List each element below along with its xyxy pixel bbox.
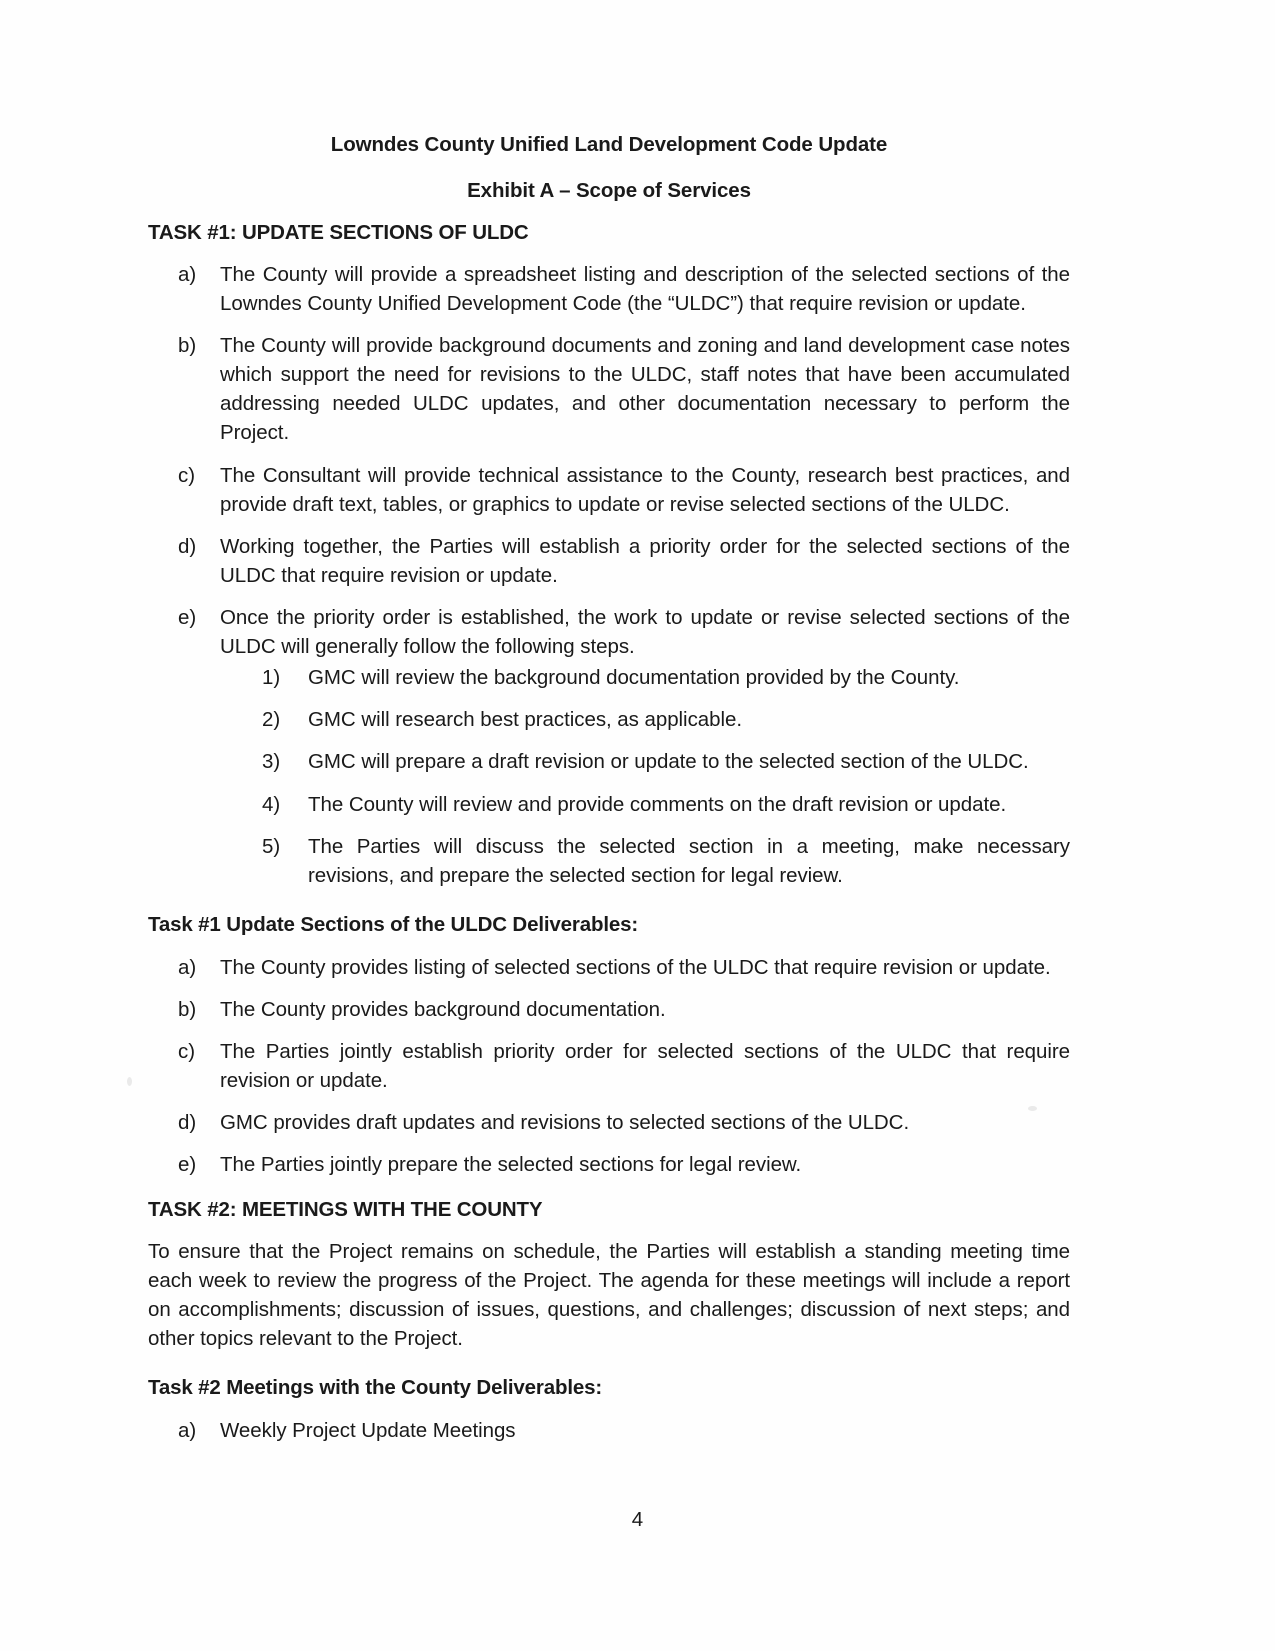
task1-list bbox=[148, 260, 1070, 890]
list-marker: e) bbox=[178, 1153, 197, 1177]
scan-speck bbox=[127, 1077, 132, 1086]
list-item bbox=[148, 953, 1070, 982]
list-marker: 2) bbox=[262, 708, 281, 732]
list-marker: d) bbox=[178, 1110, 197, 1134]
list-item bbox=[220, 747, 1070, 776]
list-marker: 3) bbox=[262, 750, 281, 774]
list-marker: a) bbox=[178, 1418, 197, 1442]
task1-deliverables-list bbox=[148, 953, 1070, 1180]
task2-heading: TASK #2: MEETINGS WITH THE COUNTY bbox=[148, 1198, 543, 1222]
list-marker: c) bbox=[178, 463, 195, 487]
list-marker: a) bbox=[178, 262, 197, 286]
list-item-text: The County provides listing of selected sections of the ULDC that require revision or update. bbox=[220, 955, 1051, 979]
list-marker: c) bbox=[178, 1039, 195, 1063]
list-item bbox=[148, 532, 1070, 590]
task1-steps-list bbox=[220, 663, 1070, 890]
task2-deliverables-heading: Task #2 Meetings with the County Deliverables: bbox=[148, 1376, 603, 1400]
list-marker: 5) bbox=[262, 834, 281, 858]
list-item-text: The County will review and provide comments on the draft revision or update. bbox=[308, 792, 1007, 816]
list-item-text: The Consultant will provide technical assistance to the County, research best practices, and provide draft text, tables, or graphics to update or revise selected sections of the ULDC. bbox=[220, 463, 1070, 516]
list-item bbox=[148, 1037, 1070, 1095]
page-number: 4 bbox=[631, 1508, 644, 1531]
list-item-text: GMC will prepare a draft revision or update to the selected section of the ULDC. bbox=[308, 750, 1029, 774]
list-marker: 4) bbox=[262, 792, 281, 816]
list-marker: 1) bbox=[262, 666, 281, 690]
list-item bbox=[148, 260, 1070, 318]
list-item-text: GMC will research best practices, as applicable. bbox=[308, 708, 742, 732]
list-item-text: The County will provide a spreadsheet listing and description of the selected sections of the Lowndes County Unified Development Code (the “ULDC”) that require revision or update. bbox=[220, 262, 1070, 315]
list-item bbox=[220, 832, 1070, 890]
list-item-text: GMC provides draft updates and revisions to selected sections of the ULDC. bbox=[220, 1110, 910, 1134]
document-title: Lowndes County Unified Land Development Code Update bbox=[330, 133, 888, 156]
task1-heading: TASK #1: UPDATE SECTIONS OF ULDC bbox=[148, 221, 529, 245]
list-item-text: The County will provide background documents and zoning and land development case notes which support the need for revisions to the ULDC, staff notes that have been accumulated addressing needed ULDC updates, and other documentation necessary to perform the Project. bbox=[220, 334, 1070, 445]
list-item bbox=[220, 663, 1070, 692]
list-item-text: GMC will review the background documentation provided by the County. bbox=[308, 666, 960, 690]
list-item-text: The County provides background documentation. bbox=[220, 997, 666, 1021]
list-item-text: The Parties jointly establish priority order for selected sections of the ULDC that require revision or update. bbox=[220, 1039, 1070, 1092]
list-item bbox=[148, 461, 1070, 519]
task1-deliverables-heading: Task #1 Update Sections of the ULDC Deliverables: bbox=[148, 912, 639, 936]
list-item-text: The Parties jointly prepare the selected sections for legal review. bbox=[220, 1153, 802, 1177]
list-item bbox=[148, 603, 1070, 890]
list-item-text: Working together, the Parties will establish a priority order for the selected sections of the ULDC that require revision or update. bbox=[220, 534, 1070, 587]
list-item bbox=[148, 1108, 1070, 1137]
list-item-text: Once the priority order is established, the work to update or revise selected sections of the ULDC will generally follow the following steps. bbox=[220, 605, 1070, 659]
list-marker: b) bbox=[178, 334, 197, 358]
task2-paragraph: To ensure that the Project remains on schedule, the Parties will establish a standing meeting time each week to review the progress of the Project. The agenda for these meetings will include a report on accomplishments; discussion of issues, questions, and challenges; discussion of next steps; and other topics relevant to the Project. bbox=[148, 1239, 1070, 1351]
list-item bbox=[220, 790, 1070, 819]
list-item-text: The Parties will discuss the selected section in a meeting, make necessary revisions, and prepare the selected section for legal review. bbox=[308, 834, 1070, 887]
list-item-text: Weekly Project Update Meetings bbox=[220, 1418, 516, 1442]
list-item bbox=[220, 705, 1070, 734]
list-marker: a) bbox=[178, 955, 197, 979]
list-marker: e) bbox=[178, 605, 197, 629]
list-marker: d) bbox=[178, 534, 197, 558]
list-marker: b) bbox=[178, 997, 197, 1021]
list-item bbox=[148, 331, 1070, 447]
list-item bbox=[148, 1150, 1070, 1179]
list-item bbox=[148, 1416, 1070, 1445]
document-body bbox=[148, 132, 1070, 1458]
task2-deliverables-list bbox=[148, 1416, 1070, 1445]
document-subtitle: Exhibit A – Scope of Services bbox=[467, 178, 751, 202]
list-item bbox=[148, 995, 1070, 1024]
